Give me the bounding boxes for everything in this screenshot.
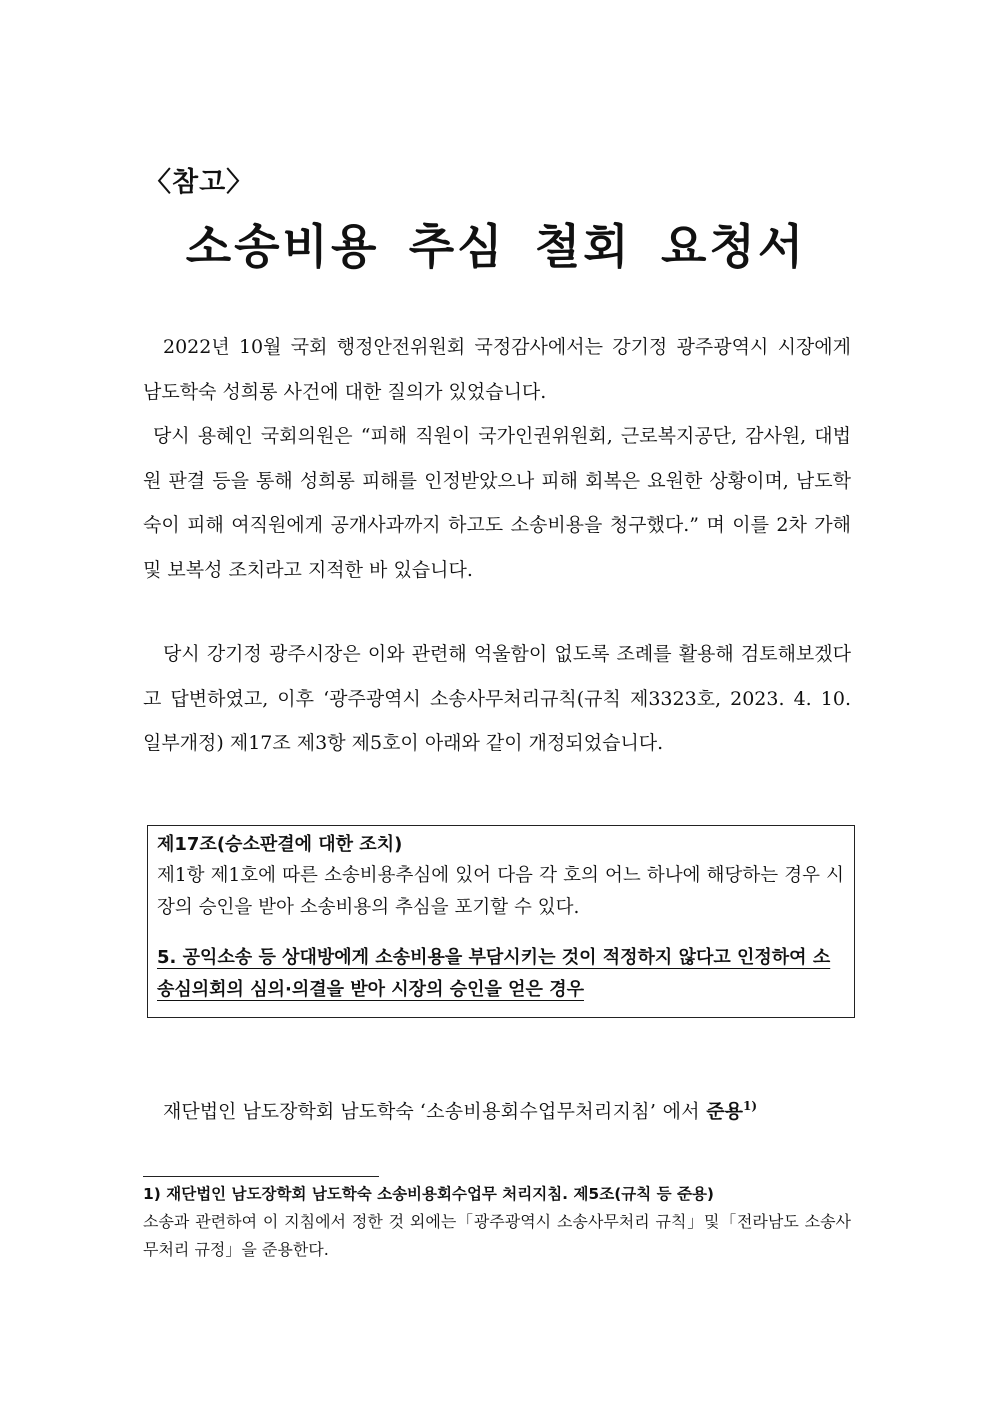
footnote-heading: 1) 재단법인 남도장학회 남도학숙 소송비용회수업무 처리지침. 제5조(규칙 등 준용): [143, 1185, 715, 1203]
paragraph-namdo-guideline: [143, 1086, 863, 1131]
document-title: 소송비용 추심 철회 요청서: [185, 220, 807, 275]
footnote-reference[interactable]: 1): [742, 1099, 757, 1113]
guideline-name: ‘소송비용회수업무처리지침’ 에서: [419, 1100, 707, 1123]
rule-article-heading: 제17조(승소판결에 대한 조치): [157, 834, 403, 855]
rule-item-5: 5. 공익소송 등 상대방에게 소송비용을 부담시키는 것이 적정하지 않다고 인정하여 소송심의회의 심의·의결을 받아 시장의 승인을 얻은 경우: [157, 947, 831, 1000]
paragraph-lawmaker-remark: 당시 용혜인 국회의원은 “피해 직원이 국가인권위원회, 근로복지공단, 감사원, 대법원 판결 등을 통해 성희롱 피해를 인정받았으나 피해 회복은 요원한 상황이며, 남도학숙이 피해 여직원에게 공개사과까지 하고도 소송비용을 청구했다.” 며 이를 2차 가해 및 보복성 조치라고 지적한 바 있습니다.: [143, 425, 851, 581]
footnote: [143, 1180, 851, 1264]
reference-label: 〈참고〉: [144, 167, 255, 198]
rule-article-body: 제1항 제1호에 따른 소송비용추심에 있어 다음 각 호의 어느 하나에 해당하는 경우 시장의 승인을 받아 소송비용의 추심을 포기할 수 있다.: [157, 865, 844, 918]
footnote-body: 소송과 관련하여 이 지침에서 정한 것 외에는「광주광역시 소송사무처리 규칙」및「전라남도 소송사무처리 규정」을 준용한다.: [143, 1212, 851, 1259]
paragraph-mayor-response: 당시 강기정 광주시장은 이와 관련해 억울함이 없도록 조례를 활용해 검토해보겠다고 답변하였고, 이후 ‘광주광역시 소송사무처리규칙(규칙 제3323호, 2023. 4. 10. 일부개정) 제17조 제3항 제5호이 아래와 같이 개정되었습니다.: [143, 643, 851, 754]
footnote-separator: [143, 1176, 379, 1177]
rule-excerpt-box: [147, 825, 855, 1018]
paragraph-audit-question: 2022년 10월 국회 행정안전위원회 국정감사에서는 강기정 광주광역시 시장에게 남도학숙 성희롱 사건에 대한 질의가 있었습니다.: [143, 336, 851, 403]
guideline-prefix: 재단법인 남도장학회 남도학숙: [163, 1100, 420, 1123]
guideline-apply-word: 준용: [706, 1100, 743, 1123]
